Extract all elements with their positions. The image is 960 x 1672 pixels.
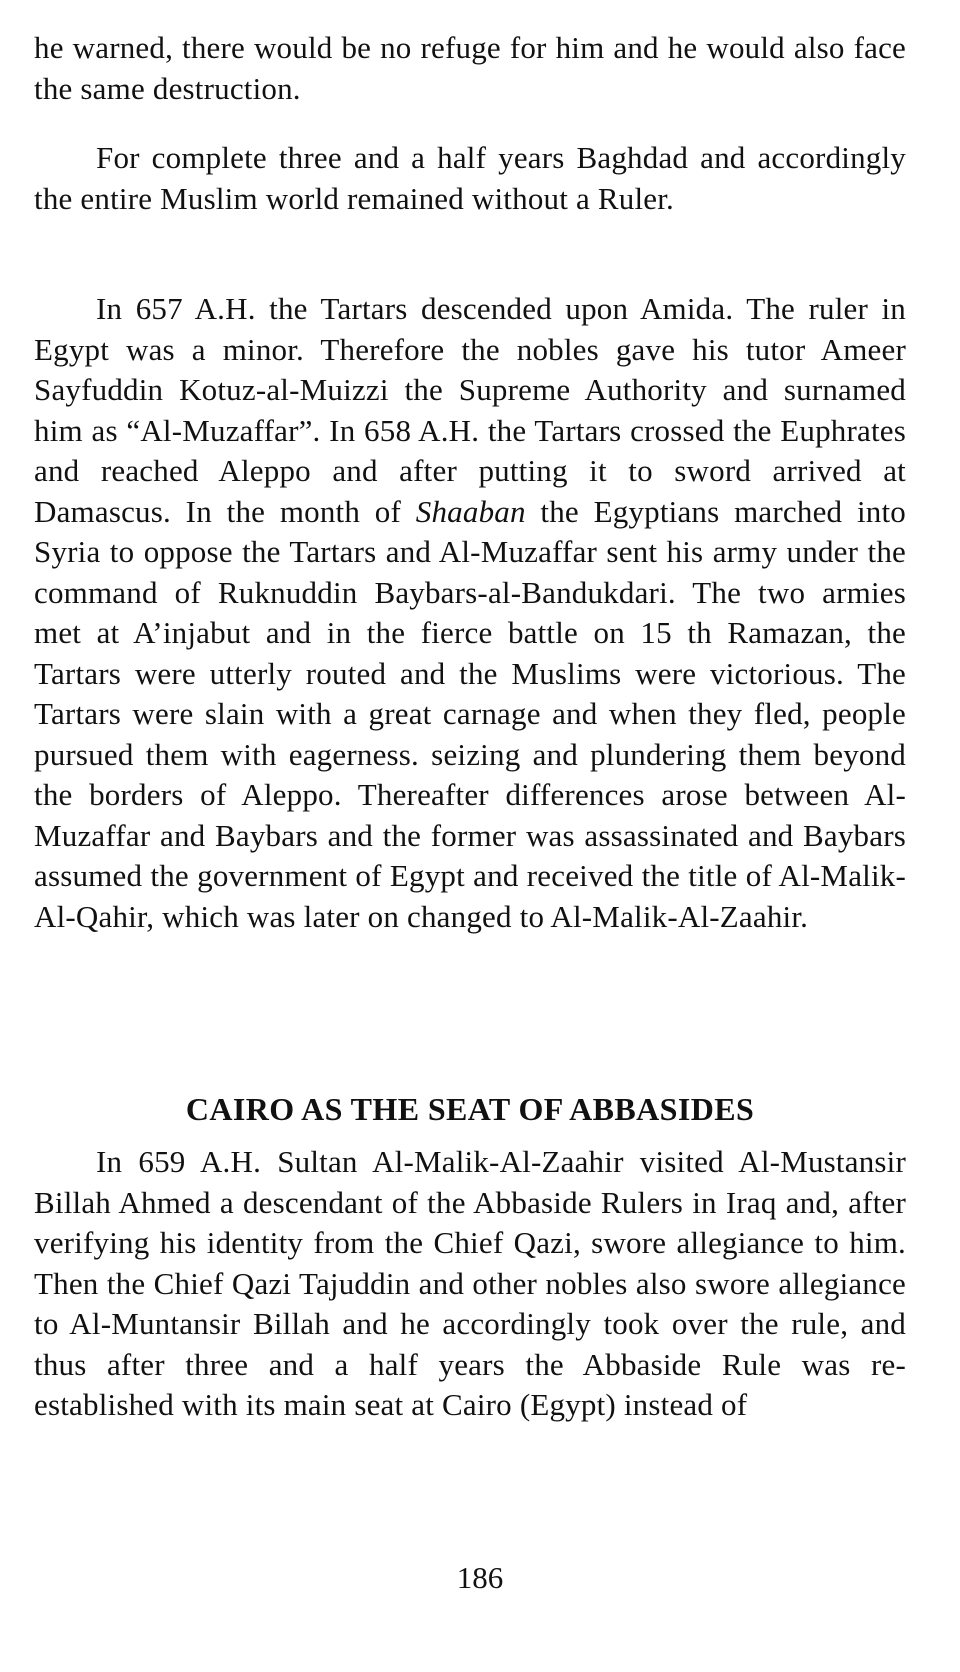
paragraph-continuation: he warned, there would be no refuge for him and he would also face the same destruction.: [34, 30, 906, 106]
page-number: 186: [456, 1560, 504, 1595]
paragraph-tartars-text-2: the Egyptians marched into Syria to oppose the Tartars and Al-Muzaffar sent his army under the command of Ruknuddin Baybars-al-Bandukdari. The two armies met at A’injabut and in the fierce battle on 15 th Ramazan, the Tartars were utterly routed and the Muslims were victorious. The Tartars were slain with a great carnage and when they fled, people pursued them with eagerness. seizing and plundering them beyond the borders of Aleppo. Thereafter differences arose between Al-Muzaffar and Baybars and the former was assassinated and Baybars assumed the government of Egypt and received the title of Al-Malik-Al-Qahir, which was later on changed to Al-Malik-Al-Zaahir.: [34, 493, 906, 934]
paragraph-tartars-657: [34, 289, 906, 937]
paragraph-abbaside-cairo: In 659 A.H. Sultan Al-Malik-Al-Zaahir visited Al-Mustansir Billah Ahmed a descendant of the Abbaside Rulers in Iraq and, after verifying his identity from the Chief Qazi, swore allegiance to him. Then the Chief Qazi Tajuddin and other nobles also swore allegiance to Al-Muntansir Billah and he accordingly took over the rule, and thus after three and a half years the Abbaside Rule was re-established with its main seat at Cairo (Egypt) instead of: [34, 1144, 906, 1422]
paragraph-baghdad-without-ruler: For complete three and a half years Baghdad and accordingly the entire Muslim world remained without a Ruler.: [34, 140, 906, 216]
paragraph-tartars-text-1: In 657 A.H. the Tartars descended upon Amida. The ruler in Egypt was a minor. Therefore the nobles gave his tutor Ameer Sayfuddin Kotuz-al-Muizzi the Supreme Authority and surnamed him as “Al-Muzaffar”. In 658 A.H. the Tartars crossed the Euphrates and reached Aleppo and after putting it to sword arrived at Damascus. In the month of: [34, 291, 906, 529]
italic-term-shaaban: Shaaban: [415, 493, 526, 529]
section-heading: CAIRO AS THE SEAT OF ABBASIDES: [185, 1091, 755, 1127]
